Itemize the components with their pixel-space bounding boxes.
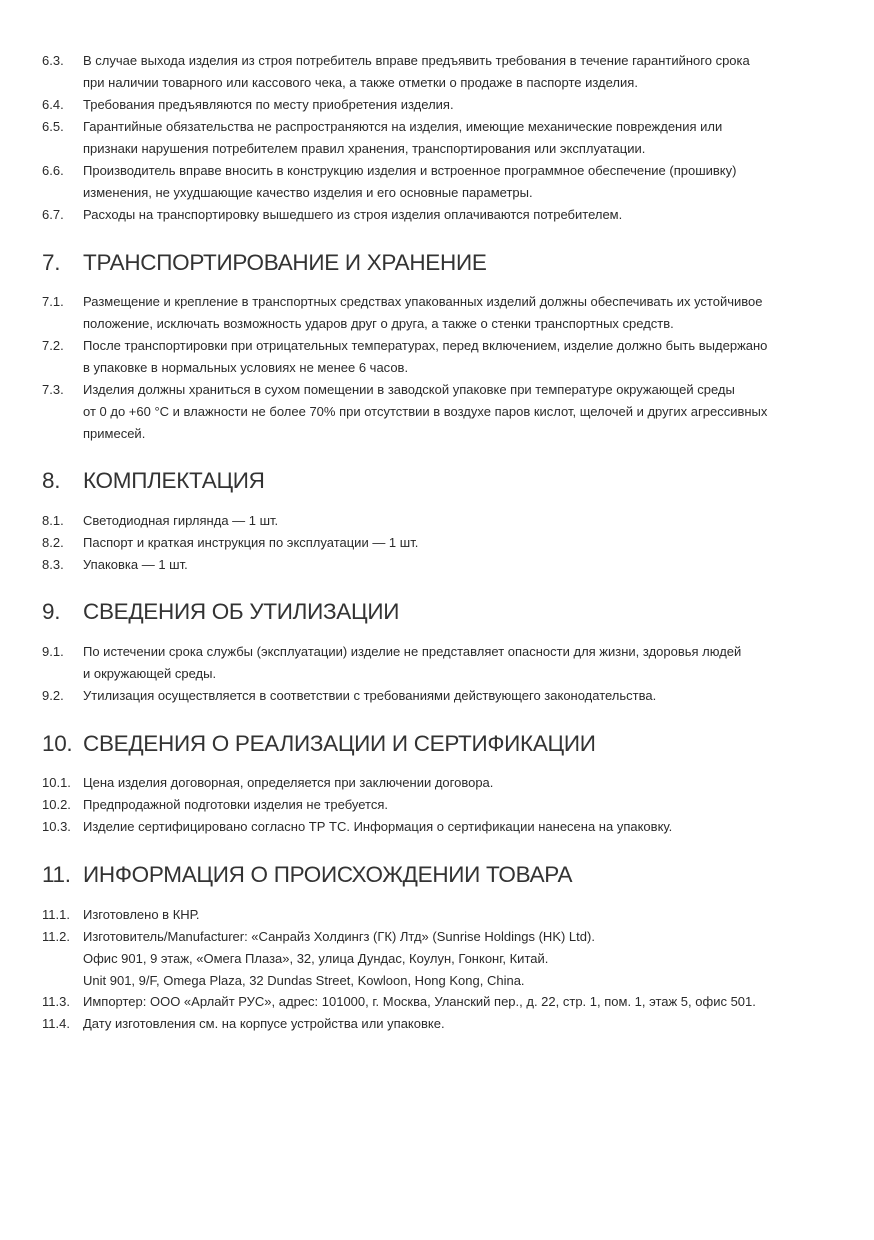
list-item-6-6 <box>42 160 842 204</box>
section-title: ТРАНСПОРТИРОВАНИЕ И ХРАНЕНИЕ <box>83 250 487 275</box>
section-number: 8. <box>42 468 61 493</box>
list-item-8-2 <box>42 532 842 554</box>
list-item-10-1 <box>42 772 842 794</box>
section-number: 10. <box>42 731 73 756</box>
item-text: Расходы на транспортировку вышедшего из строя изделия оплачиваются потребителем. <box>83 207 623 222</box>
item-text: Изделия должны храниться в сухом помещении в заводской упаковке при температуре окружающей среды <box>83 382 735 397</box>
item-number: 8.1. <box>42 513 64 528</box>
item-text: Требования предъявляются по месту приобретения изделия. <box>83 97 454 112</box>
item-number: 7.2. <box>42 338 64 353</box>
item-number: 8.3. <box>42 557 64 572</box>
item-text: Упаковка — 1 шт. <box>83 557 188 572</box>
list-item-7-3 <box>42 379 842 445</box>
item-number: 11.3. <box>42 994 70 1009</box>
item-number: 6.7. <box>42 207 64 222</box>
item-text: После транспортировки при отрицательных температурах, перед включением, изделие должно быть выдержано <box>83 338 768 353</box>
item-text: Утилизация осуществляется в соответствии с требованиями действующего законодательства. <box>83 688 657 703</box>
list-item-11-4 <box>42 1013 842 1035</box>
section-number: 11. <box>42 862 71 887</box>
list-item-6-4 <box>42 94 842 116</box>
list-item-9-1 <box>42 641 842 685</box>
item-text: В случае выхода изделия из строя потребитель вправе предъявить требования в течение гарантийного срока <box>83 53 750 68</box>
item-text: Производитель вправе вносить в конструкцию изделия и встроенное программное обеспечение (прошивку) <box>83 163 737 178</box>
section-title: СВЕДЕНИЯ О РЕАЛИЗАЦИИ И СЕРТИФИКАЦИИ <box>83 731 596 756</box>
list-item-11-3 <box>42 991 842 1013</box>
list-item-10-2 <box>42 794 842 816</box>
list-item-11-1 <box>42 904 842 926</box>
item-text: Импортер: ООО «Арлайт РУС», адрес: 101000, г. Москва, Уланский пер., д. 22, стр. 1, пом. 1, этаж 5, офис 501. <box>83 994 756 1009</box>
list-item-7-2 <box>42 335 842 379</box>
item-text: положение, исключать возможность ударов друг о друга, а также о стенки транспортных средств. <box>83 316 674 331</box>
item-text: Предпродажной подготовки изделия не требуется. <box>83 797 388 812</box>
item-text: Дату изготовления см. на корпусе устройства или упаковке. <box>83 1016 445 1031</box>
section-number: 7. <box>42 250 61 275</box>
item-text: Изделие сертифицировано согласно ТР ТС. Информация о сертификации нанесена на упаковку. <box>83 819 673 834</box>
item-text: изменения, не ухудшающие качество изделия и его основные параметры. <box>83 185 533 200</box>
section-heading-9 <box>42 597 842 627</box>
item-text: Unit 901, 9/F, Omega Plaza, 32 Dundas Street, Kowloon, Hong Kong, China. <box>83 973 525 988</box>
section-heading-10 <box>42 729 842 759</box>
item-number: 8.2. <box>42 535 64 550</box>
item-number: 7.1. <box>42 294 64 309</box>
item-text: Гарантийные обязательства не распространяются на изделия, имеющие механические повреждения или <box>83 119 723 134</box>
list-item-8-1 <box>42 510 842 532</box>
item-number: 10.3. <box>42 819 71 834</box>
item-number: 7.3. <box>42 382 64 397</box>
item-number: 9.1. <box>42 644 64 659</box>
list-item-6-7 <box>42 204 842 226</box>
item-text: Паспорт и краткая инструкция по эксплуатации — 1 шт. <box>83 535 419 550</box>
item-number: 10.1. <box>42 775 71 790</box>
item-number: 6.5. <box>42 119 64 134</box>
list-item-6-3 <box>42 50 842 94</box>
list-item-7-1 <box>42 291 842 335</box>
item-number: 11.4. <box>42 1016 70 1031</box>
section-heading-11 <box>42 860 842 890</box>
section-title: ИНФОРМАЦИЯ О ПРОИСХОЖДЕНИИ ТОВАРА <box>83 862 573 887</box>
item-text: Изготовитель/Manufacturer: «Санрайз Холдингз (ГК) Лтд» (Sunrise Holdings (HK) Ltd). <box>83 929 595 944</box>
item-text: примесей. <box>83 426 146 441</box>
item-number: 6.6. <box>42 163 64 178</box>
section-title: СВЕДЕНИЯ ОБ УТИЛИЗАЦИИ <box>83 599 400 624</box>
item-text: признаки нарушения потребителем правил хранения, транспортирования или эксплуатации. <box>83 141 646 156</box>
list-item-10-3 <box>42 816 842 838</box>
item-number: 11.1. <box>42 907 70 922</box>
section-heading-8 <box>42 466 842 496</box>
item-text: при наличии товарного или кассового чека, а также отметки о продаже в паспорте изделия. <box>83 75 638 90</box>
section-title: КОМПЛЕКТАЦИЯ <box>83 468 265 493</box>
item-text: от 0 до +60 °С и влажности не более 70% при отсутствии в воздухе паров кислот, щелочей и других агрессивных <box>83 404 768 419</box>
section-number: 9. <box>42 599 61 624</box>
item-text: Светодиодная гирлянда — 1 шт. <box>83 513 279 528</box>
item-text: Цена изделия договорная, определяется при заключении договора. <box>83 775 494 790</box>
item-text: По истечении срока службы (эксплуатации) изделие не представляет опасности для жизни, здоровья людей <box>83 644 742 659</box>
item-text: Размещение и крепление в транспортных средствах упакованных изделий должны обеспечивать их устойчивое <box>83 294 763 309</box>
list-item-11-2 <box>42 926 842 992</box>
list-item-6-5 <box>42 116 842 160</box>
item-number: 10.2. <box>42 797 71 812</box>
item-text: в упаковке в нормальных условиях не менее 6 часов. <box>83 360 409 375</box>
item-number: 6.4. <box>42 97 64 112</box>
section-heading-7 <box>42 248 842 278</box>
item-number: 6.3. <box>42 53 64 68</box>
item-text: Изготовлено в КНР. <box>83 907 200 922</box>
list-item-9-2 <box>42 685 842 707</box>
list-item-8-3 <box>42 554 842 576</box>
item-number: 9.2. <box>42 688 64 703</box>
item-number: 11.2. <box>42 929 70 944</box>
item-text: Офис 901, 9 этаж, «Омега Плаза», 32, улица Дундас, Коулун, Гонконг, Китай. <box>83 951 549 966</box>
item-text: и окружающей среды. <box>83 666 217 681</box>
